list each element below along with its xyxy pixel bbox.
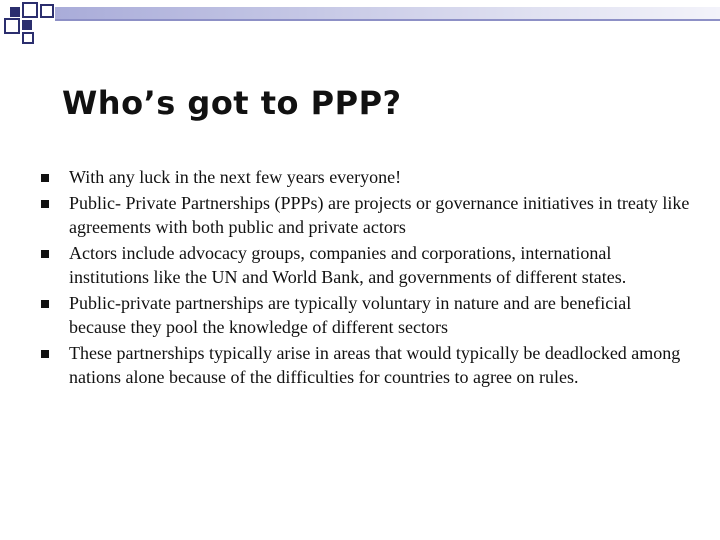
square-bullet-icon	[41, 174, 49, 182]
bullet-text: Public-private partnerships are typically voluntary in nature and are beneficial because they pool the knowledge of different sectors	[69, 293, 632, 337]
bullet-text: These partnerships typically arise in areas that would typically be deadlocked among nations alone because of the difficulties for countries to agree on rules.	[69, 343, 681, 387]
decoration-square	[22, 2, 38, 18]
header-rule	[55, 19, 720, 21]
bullet-text: With any luck in the next few years everyone!	[69, 167, 402, 187]
list-item	[40, 291, 690, 339]
square-bullet-icon	[41, 200, 49, 208]
list-item	[40, 341, 690, 389]
list-item	[40, 165, 690, 189]
decoration-square	[40, 4, 54, 18]
square-bullet-icon	[41, 250, 49, 258]
bullet-list	[40, 165, 690, 391]
bullet-text: Public- Private Partnerships (PPPs) are projects or governance initiatives in treaty like agreements with both public and private actors	[69, 193, 690, 237]
bullet-text: Actors include advocacy groups, companies and corporations, international institutions like the UN and World Bank, and governments of different states.	[69, 243, 627, 287]
decoration-square	[4, 18, 20, 34]
list-item	[40, 241, 690, 289]
square-bullet-icon	[41, 350, 49, 358]
square-bullet-icon	[41, 300, 49, 308]
list-item	[40, 191, 690, 239]
decoration-square	[22, 32, 34, 44]
slide-title: Who’s got to PPP?	[62, 84, 402, 122]
decoration-square	[10, 7, 20, 17]
decoration-square	[22, 20, 32, 30]
